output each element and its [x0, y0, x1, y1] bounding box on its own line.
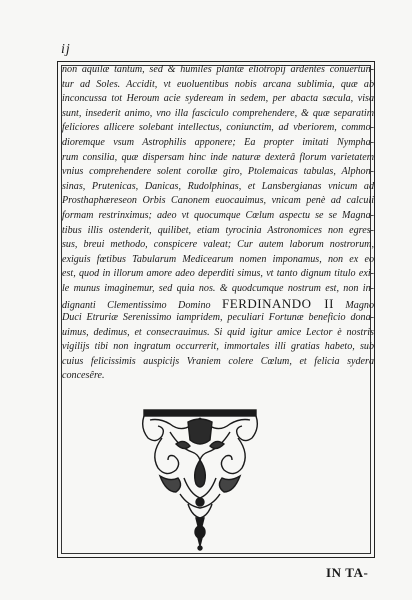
text-line: le munus imaginemur, sed quia nos. & quodcumque nostrum est, non in- — [62, 282, 374, 294]
text-line: tibus illis ostenderit, quilibet, etiam tyrocinia Astronomices non egres- — [62, 224, 374, 236]
text-line: feliciores allicere solebant intellectus, coniunctim, ad vberiorem, commo- — [62, 122, 374, 134]
body-text — [62, 63, 374, 384]
text-line: vigilijs tibi non ingratum occurrerit, immortales illi gratias habeto, sub — [62, 341, 374, 353]
text-line: est, quod in illorum amore adeo deperditi simus, vt tanto dignum titulo exi- — [62, 268, 374, 280]
text-line: sus, breui methodo, conspicere valeat; Cur autem laborum nostrorum, — [62, 239, 374, 251]
dedication-post: Magno — [333, 299, 374, 311]
dedication-pre: dignanti Clementissimo Domino — [62, 299, 223, 311]
text-line: uimus, dedimus, et consecrauimus. Si quid igitur amice Lector è nostris — [62, 326, 374, 338]
dedication-line — [62, 297, 374, 312]
text-line: rum consilia, quæ dispersam hinc inde naturæ dexterâ florum varietatem — [62, 151, 374, 163]
text-line: Duci Etruriæ Serenissimo iampridem, peculiari Fortunæ beneficio dona- — [62, 312, 374, 324]
text-line: dioremque vsum Astrophilis apponere; Ea propter imitati Nympha- — [62, 136, 374, 148]
text-line: vnius comprehendere solent corollæ giro, Ptolemaicas tabulas, Alphon- — [62, 166, 374, 178]
text-line: exiguis fœtibus Tabularum Medicearum nomen imponamus, non ex eo — [62, 253, 374, 265]
text-line: inconcussa tot Heroum acie sydeream in sedem, per abacta sæcula, visa — [62, 93, 374, 105]
folio-number: ij — [61, 42, 71, 57]
text-line: sinas, Prutenicas, Danicas, Rudolphinas, et Lansbergianas vnicum ad — [62, 180, 374, 192]
text-line: formam restrinximus; adeo vt quocumque Cœlum aspectu se se Magna- — [62, 209, 374, 221]
dedicatee-name: FERDINANDO II — [222, 296, 334, 311]
text-line: tur ad Soles. Accidit, vt euoluentibus nobis arcana sublimia, quæ ab — [62, 78, 374, 90]
text-line: concesêre. — [62, 370, 105, 382]
text-line: Prosthaphæreseon Orbis Canonem euocauimus, vnicam penè ad calculi — [62, 195, 374, 207]
foliate-cul-de-lampe-ornament — [140, 408, 260, 551]
text-line: sunt, insederit animo, vno illa fasciculo comprehendere, & quæ separatim — [62, 107, 374, 119]
text-line: non aquilæ tantum, sed & humiles plantæ eliotropij ardentes conuertun- — [62, 64, 374, 75]
text-line: cuius felicissimis auspicijs Vraniem colere Cœlum, et felicia sydera — [62, 355, 374, 367]
catchword: IN TA- — [326, 565, 369, 580]
